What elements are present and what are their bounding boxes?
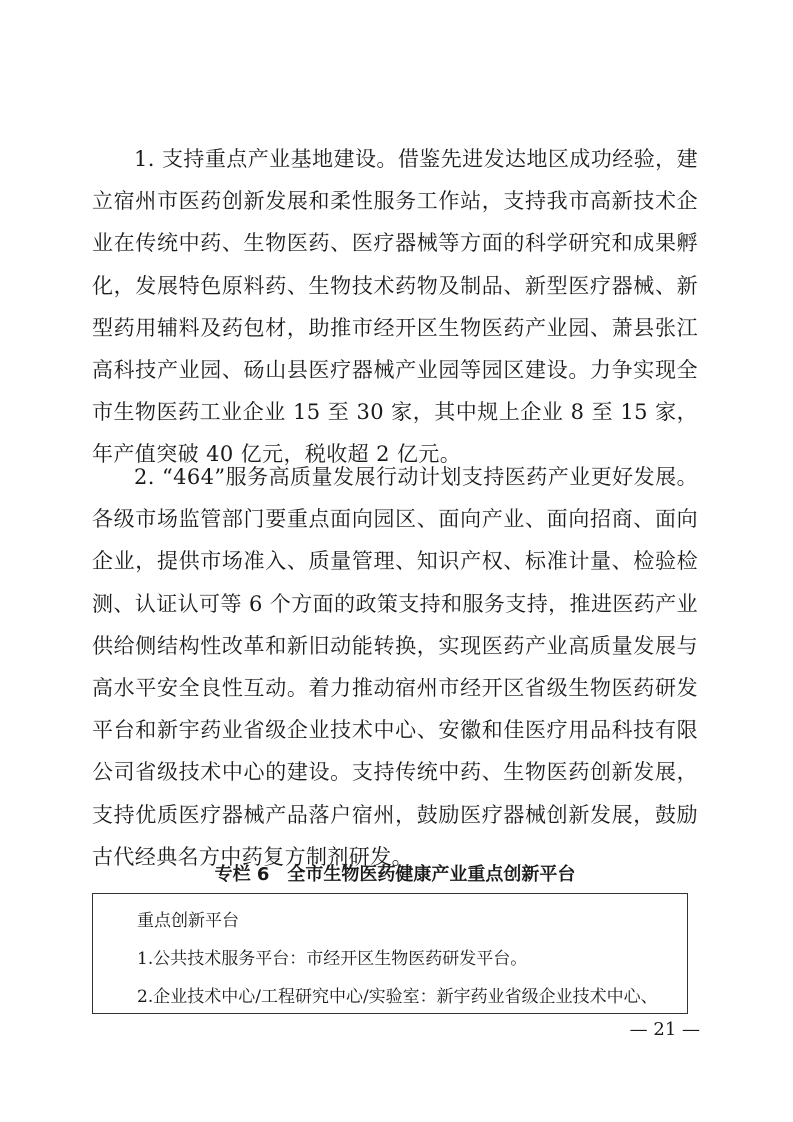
column-box	[92, 893, 688, 1013]
column-box-bottom-rule	[92, 1013, 688, 1014]
column-box-item: 1.公共技术服务平台：市经开区生物医药研发平台。	[137, 949, 528, 969]
paragraph-1: 1. 支持重点产业基地建设。借鉴先进发达地区成功经验，建立宿州市医药创新发展和柔性服务工作站，支持我市高新技术企业在传统中药、生物医药、医疗器械等方面的科学研究和成果孵化，发展特色原料药、生物技术药物及制品、新型医疗器械、新型药用辅料及药包材，助推市经开区生物医药产业园、萧县张江高科技产业园、砀山县医疗器械产业园等园区建设。力争实现全市生物医药工业企业 15 至 30 家，其中规上企业 8 至 15 家，年产值突破 40 亿元，税收超 2 亿元。	[92, 147, 698, 467]
page-number: — 21 —	[629, 1019, 700, 1040]
column-box-title: 专栏 6 全市生物医药健康产业重点创新平台	[214, 864, 576, 885]
column-box-item: 2.企业技术中心/工程研究中心/实验室：新宇药业省级企业技术中心、	[137, 987, 658, 1007]
column-box-subtitle: 重点创新平台	[137, 911, 239, 931]
paragraph-2: 2. “464”服务高质量发展行动计划支持医药产业更好发展。各级市场监管部门要重点面向园区、面向产业、面向招商、面向企业，提供市场准入、质量管理、知识产权、标准计量、检验检测、认证认可等 6 个方面的政策支持和服务支持，推进医药产业供给侧结构性改革和新旧动能转换，实现医药产业高质量发展与高水平安全良性互动。着力推动宿州市经开区省级生物医药研发平台和新宇药业省级企业技术中心、安徽和佳医疗用品科技有限公司省级技术中心的建设。支持传统中药、生物医药创新发展，支持优质医疗器械产品落户宿州，鼓励医疗器械创新发展，鼓励古代经典名方中药复方制剂研发。	[92, 465, 698, 869]
